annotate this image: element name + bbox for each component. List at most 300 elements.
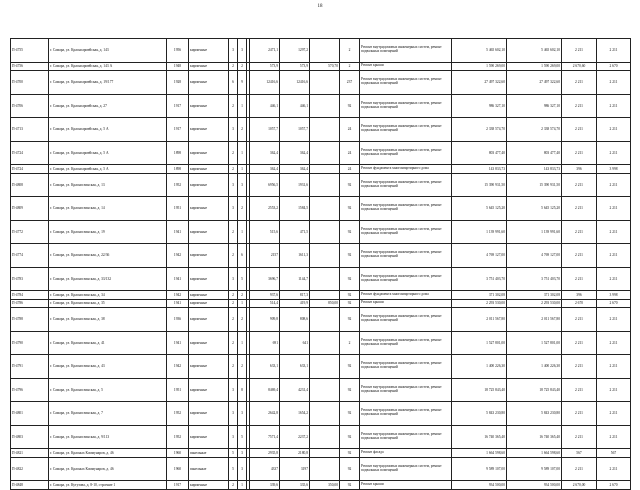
cell-work: Ремонт внутридомовых инженерных систем, ремонт подвальных помещений bbox=[360, 355, 452, 379]
cell-floors: 2 bbox=[229, 308, 238, 332]
cell-unit: 2 211 bbox=[562, 118, 597, 142]
cell-area2 bbox=[310, 457, 340, 481]
cell-total-area: 7571,4 bbox=[250, 425, 280, 449]
cell-address: г. Самара, ул. Красноглинская, д. 34 bbox=[49, 291, 167, 300]
cell-work: Ремонт внутридомовых инженерных систем, ремонт подвальных помещений bbox=[360, 244, 452, 268]
cell-share: 92 bbox=[340, 378, 360, 402]
cell-unit: 2 211 bbox=[562, 39, 597, 63]
cell-cost2: 5 645 125,20 bbox=[507, 197, 562, 221]
cell-year: 1951 bbox=[167, 197, 189, 221]
cell-year: 1942 bbox=[167, 355, 189, 379]
cell-floors: 2 bbox=[229, 220, 238, 244]
cell-entrances: 2 bbox=[238, 62, 247, 71]
cell-year: 1941 bbox=[167, 299, 189, 308]
cell-share: 92 bbox=[340, 299, 360, 308]
cell-entrances: 3 bbox=[238, 39, 247, 63]
cell-total-area: 362,4 bbox=[250, 165, 280, 174]
cell-year: 1917 bbox=[167, 118, 189, 142]
cell-unit: 2 211 bbox=[562, 244, 597, 268]
cell-living-area: 641 bbox=[280, 331, 310, 355]
cell-unit: 2 211 bbox=[562, 173, 597, 197]
cell-limit: 2 211 bbox=[597, 457, 631, 481]
cell-year: 1928 bbox=[167, 71, 189, 95]
cell-total-area: 4337 bbox=[250, 457, 280, 481]
cell-entrances: 1 bbox=[238, 299, 247, 308]
cell-cost: 2 338 574,70 bbox=[452, 118, 507, 142]
cell-living-area: 362,4 bbox=[280, 165, 310, 174]
cell-address: г. Самара, ул. Красных Коммунаров, д. 46 bbox=[49, 457, 167, 481]
cell-living-area: 808,6 bbox=[280, 308, 310, 332]
cell-area2 bbox=[310, 267, 340, 291]
cell-area2 bbox=[310, 39, 340, 63]
cell-cost: 9 589 107,00 bbox=[452, 457, 507, 481]
cell-cost: 5 645 125,20 bbox=[452, 197, 507, 221]
cell-cost: 1 527 801,00 bbox=[452, 331, 507, 355]
cell-total-area: 446,1 bbox=[250, 94, 280, 118]
cell-area2 bbox=[310, 71, 340, 95]
cell-unit: 2 211 bbox=[562, 402, 597, 426]
cell-living-area: 1297,2 bbox=[280, 39, 310, 63]
cell-entrances: 9 bbox=[238, 71, 247, 95]
cell-living-area: 1931,6 bbox=[280, 173, 310, 197]
table-row bbox=[11, 449, 631, 458]
table-row bbox=[11, 141, 631, 165]
cell-id: П-4772 bbox=[11, 220, 49, 244]
cell-address: г. Самара, ул. Красноармейская, д. 143 А bbox=[49, 62, 167, 71]
cell-work: Ремонт крыши bbox=[360, 299, 452, 308]
cell-share: 92 bbox=[340, 267, 360, 291]
cell-material: кирпичные bbox=[189, 378, 229, 402]
cell-limit: 2 211 bbox=[597, 425, 631, 449]
cell-limit: 3 998 bbox=[597, 291, 631, 300]
cell-area2 bbox=[310, 244, 340, 268]
cell-year: 1917 bbox=[167, 481, 189, 490]
cell-id: П-4783 bbox=[11, 267, 49, 291]
cell-address: г. Самара, ул. Красноармейская, д. 5 А bbox=[49, 118, 167, 142]
cell-cost2: 5 465 602,10 bbox=[507, 39, 562, 63]
cell-total-area: 2553,2 bbox=[250, 197, 280, 221]
cell-limit: 2 211 bbox=[597, 118, 631, 142]
page-number: 18 bbox=[317, 4, 323, 9]
cell-limit: 2 211 bbox=[597, 331, 631, 355]
table-row bbox=[11, 267, 631, 291]
cell-total-area: 2935,8 bbox=[250, 449, 280, 458]
cell-floors: 2 bbox=[229, 165, 238, 174]
cell-living-area: 1654,2 bbox=[280, 402, 310, 426]
cell-total-area: 339,6 bbox=[250, 481, 280, 490]
cell-entrances: 1 bbox=[238, 220, 247, 244]
cell-share: 24 bbox=[340, 141, 360, 165]
cell-year: 1898 bbox=[167, 141, 189, 165]
cell-material: кирпичные bbox=[189, 71, 229, 95]
cell-entrances: 1 bbox=[238, 141, 247, 165]
cell-work: Ремонт фундамента многоквартирного дома bbox=[360, 165, 452, 174]
cell-material: кирпичные bbox=[189, 62, 229, 71]
cell-share: 92 bbox=[340, 244, 360, 268]
cell-cost: 143 833,73 bbox=[452, 165, 507, 174]
cell-work: Ремонт внутридомовых инженерных систем, ремонт подвальных помещений bbox=[360, 220, 452, 244]
cell-area2: 570,70 bbox=[310, 62, 340, 71]
cell-entrances: 1 bbox=[238, 165, 247, 174]
cell-cost: 5 465 602,10 bbox=[452, 39, 507, 63]
cell-area2: 850,00 bbox=[310, 299, 340, 308]
cell-work: Ремонт внутридомовых инженерных систем, ремонт подвальных помещений bbox=[360, 267, 452, 291]
cell-year: 1948 bbox=[167, 62, 189, 71]
cell-address: г. Самара, ул. Красноармейская, д. 5 А bbox=[49, 141, 167, 165]
cell-floors: 2 bbox=[229, 62, 238, 71]
cell-living-area: 2180,8 bbox=[280, 449, 310, 458]
cell-unit: 2 211 bbox=[562, 267, 597, 291]
cell-living-area: 419,9 bbox=[280, 299, 310, 308]
table-row bbox=[11, 39, 631, 63]
cell-floors: 3 bbox=[229, 267, 238, 291]
cell-living-area: 1057,7 bbox=[280, 118, 310, 142]
cell-entrances: 3 bbox=[238, 173, 247, 197]
cell-address: г. Самара, ул. Красноармейская, д. 143 bbox=[49, 39, 167, 63]
cell-share: 2 bbox=[340, 331, 360, 355]
table-row bbox=[11, 378, 631, 402]
cell-id: П-4788 bbox=[11, 308, 49, 332]
cell-address: г. Самара, ул. Красных Коммунаров, д. 46 bbox=[49, 449, 167, 458]
table-row bbox=[11, 220, 631, 244]
cell-unit: 2 670,60 bbox=[562, 62, 597, 71]
cell-year: 1960 bbox=[167, 457, 189, 481]
cell-id: П-4774 bbox=[11, 244, 49, 268]
cell-material: кирпичные bbox=[189, 291, 229, 300]
cell-unit: 2 211 bbox=[562, 71, 597, 95]
cell-year: 1960 bbox=[167, 449, 189, 458]
cell-id: П-4848 bbox=[11, 481, 49, 490]
cell-address: г. Самара, ул. Красноглинская, д. 33/132 bbox=[49, 267, 167, 291]
cell-floors: 2 bbox=[229, 355, 238, 379]
cell-cost: 986 327,10 bbox=[452, 94, 507, 118]
cell-cost2: 803 477,40 bbox=[507, 141, 562, 165]
cell-id: П-4796 bbox=[11, 378, 49, 402]
cell-limit: 2 211 bbox=[597, 71, 631, 95]
cell-area2 bbox=[310, 331, 340, 355]
cell-cost2: 371 302,08 bbox=[507, 291, 562, 300]
cell-share: 92 bbox=[340, 308, 360, 332]
cell-cost2: 15 390 931,50 bbox=[507, 173, 562, 197]
cell-unit: 2 211 bbox=[562, 308, 597, 332]
cell-total-area: 514,4 bbox=[250, 299, 280, 308]
cell-cost: 2 011 567,80 bbox=[452, 308, 507, 332]
cell-limit: 2 211 bbox=[597, 355, 631, 379]
cell-work: Ремонт фасада bbox=[360, 449, 452, 458]
cell-material: кирпичные bbox=[189, 220, 229, 244]
cell-id: П-4790 bbox=[11, 331, 49, 355]
cell-year: 1942 bbox=[167, 291, 189, 300]
cell-area2: 350,00 bbox=[310, 481, 340, 490]
cell-entrances: 5 bbox=[238, 267, 247, 291]
cell-year: 1898 bbox=[167, 165, 189, 174]
table-row bbox=[11, 457, 631, 481]
cell-cost2: 5 843 230,80 bbox=[507, 402, 562, 426]
cell-work: Ремонт внутридомовых инженерных систем, ремонт подвальных помещений bbox=[360, 402, 452, 426]
cell-cost2: 16 740 365,40 bbox=[507, 425, 562, 449]
cell-address: г. Самара, ул. Красноглинская, д. 41 bbox=[49, 331, 167, 355]
cell-work: Ремонт внутридомовых инженерных систем, ремонт подвальных помещений bbox=[360, 94, 452, 118]
cell-share: 92 bbox=[340, 449, 360, 458]
cell-cost: 1 400 226,30 bbox=[452, 355, 507, 379]
cell-material: кирпичные bbox=[189, 481, 229, 490]
cell-entrances: 8 bbox=[238, 378, 247, 402]
cell-total-area: 2642,8 bbox=[250, 402, 280, 426]
cell-material: панельные bbox=[189, 457, 229, 481]
cell-work: Ремонт внутридомовых инженерных систем, ремонт подвальных помещений bbox=[360, 378, 452, 402]
table-row bbox=[11, 197, 631, 221]
cell-material: кирпичные bbox=[189, 355, 229, 379]
cell-area2 bbox=[310, 141, 340, 165]
cell-work: Ремонт крыши bbox=[360, 481, 452, 490]
cell-entrances: 3 bbox=[238, 449, 247, 458]
cell-work: Ремонт внутридомовых инженерных систем, ремонт подвальных помещений bbox=[360, 141, 452, 165]
cell-limit: 2 211 bbox=[597, 220, 631, 244]
cell-floors: 3 bbox=[229, 378, 238, 402]
cell-work: Ремонт внутридомовых инженерных систем, ремонт подвальных помещений bbox=[360, 425, 452, 449]
cell-floors: 2 bbox=[229, 94, 238, 118]
cell-unit: 2 211 bbox=[562, 197, 597, 221]
cell-cost: 4 769 127,00 bbox=[452, 244, 507, 268]
cell-share: 92 bbox=[340, 291, 360, 300]
cell-year: 1941 bbox=[167, 267, 189, 291]
cell-floors: 2 bbox=[229, 291, 238, 300]
cell-work: Ремонт фундамента многоквартирного дома bbox=[360, 291, 452, 300]
table-row bbox=[11, 62, 631, 71]
cell-id: П-4809 bbox=[11, 197, 49, 221]
cell-address: г. Самара, ул. Красноглинская, д. 5 bbox=[49, 378, 167, 402]
cell-floors: 3 bbox=[229, 118, 238, 142]
cell-work: Ремонт внутридомовых инженерных систем, ремонт подвальных помещений bbox=[360, 71, 452, 95]
cell-living-area: 362,4 bbox=[280, 141, 310, 165]
cell-address: г. Самара, ул. Красноглинская, д. 14 bbox=[49, 197, 167, 221]
cell-material: панельные bbox=[189, 449, 229, 458]
cell-cost: 3 751 403,70 bbox=[452, 267, 507, 291]
cell-area2 bbox=[310, 449, 340, 458]
cell-work: Ремонт внутридомовых инженерных систем, ремонт подвальных помещений bbox=[360, 197, 452, 221]
cell-living-area: 817,3 bbox=[280, 291, 310, 300]
cell-living-area: 3197 bbox=[280, 457, 310, 481]
cell-id: П-4821 bbox=[11, 449, 49, 458]
cell-work: Ремонт внутридомовых инженерных систем, ремонт подвальных помещений bbox=[360, 173, 452, 197]
cell-work: Ремонт внутридомовых инженерных систем, ремонт подвальных помещений bbox=[360, 457, 452, 481]
cell-unit: 2 211 bbox=[562, 220, 597, 244]
cell-cost2: 9 589 107,00 bbox=[507, 457, 562, 481]
cell-floors: 3 bbox=[229, 425, 238, 449]
table-row bbox=[11, 71, 631, 95]
cell-entrances: 2 bbox=[238, 291, 247, 300]
cell-share: 2 bbox=[340, 39, 360, 63]
cell-limit: 567 bbox=[597, 449, 631, 458]
cell-cost2: 2 011 567,80 bbox=[507, 308, 562, 332]
cell-address: г. Самара, ул. Красноглинская, д. 13 bbox=[49, 173, 167, 197]
table-row bbox=[11, 425, 631, 449]
cell-entrances: 6 bbox=[238, 244, 247, 268]
cell-cost2: 1 400 226,30 bbox=[507, 355, 562, 379]
cell-share: 92 bbox=[340, 402, 360, 426]
cell-address: г. Самара, ул. Красноармейская, д. 19/177 bbox=[49, 71, 167, 95]
cell-floors: 3 bbox=[229, 402, 238, 426]
cell-id: П-4724 bbox=[11, 165, 49, 174]
cell-unit: 2 211 bbox=[562, 378, 597, 402]
cell-year: 1941 bbox=[167, 331, 189, 355]
cell-cost: 1 590 269,00 bbox=[452, 62, 507, 71]
cell-total-area: 691 bbox=[250, 331, 280, 355]
cell-cost: 803 477,40 bbox=[452, 141, 507, 165]
cell-material: кирпичные bbox=[189, 244, 229, 268]
table-row bbox=[11, 299, 631, 308]
cell-total-area: 937,6 bbox=[250, 291, 280, 300]
cell-area2 bbox=[310, 402, 340, 426]
cell-living-area: 12416,6 bbox=[280, 71, 310, 95]
cell-id: П-4706 bbox=[11, 94, 49, 118]
cell-limit: 2 211 bbox=[597, 141, 631, 165]
cell-unit: 2 211 bbox=[562, 457, 597, 481]
cell-area2 bbox=[310, 94, 340, 118]
cell-cost2: 27 497 322,60 bbox=[507, 71, 562, 95]
table-row bbox=[11, 308, 631, 332]
cell-material: кирпичные bbox=[189, 141, 229, 165]
cell-floors: 3 bbox=[229, 173, 238, 197]
cell-cost2: 143 833,73 bbox=[507, 165, 562, 174]
cell-living-area: 573,9 bbox=[280, 62, 310, 71]
cell-limit: 2 211 bbox=[597, 308, 631, 332]
cell-address: г. Самара, ул. Красноглинская, д. 38 bbox=[49, 308, 167, 332]
cell-total-area: 8469,4 bbox=[250, 378, 280, 402]
cell-cost2: 1 139 991,60 bbox=[507, 220, 562, 244]
cell-entrances: 2 bbox=[238, 355, 247, 379]
cell-year: 1952 bbox=[167, 425, 189, 449]
cell-id: П-4786 bbox=[11, 299, 49, 308]
cell-area2 bbox=[310, 165, 340, 174]
cell-entrances: 2 bbox=[238, 308, 247, 332]
cell-cost2: 4 769 127,00 bbox=[507, 244, 562, 268]
cell-cost: 18 725 843,40 bbox=[452, 378, 507, 402]
cell-floors: 6 bbox=[229, 71, 238, 95]
cell-cost2: 2 293 530,00 bbox=[507, 299, 562, 308]
cell-floors: 5 bbox=[229, 449, 238, 458]
cell-id: П-4700 bbox=[11, 71, 49, 95]
cell-year: 1952 bbox=[167, 173, 189, 197]
cell-entrances: 1 bbox=[238, 331, 247, 355]
cell-share: 92 bbox=[340, 94, 360, 118]
cell-unit: 567 bbox=[562, 449, 597, 458]
cell-material: кирпичные bbox=[189, 267, 229, 291]
cell-material: кирпичные bbox=[189, 425, 229, 449]
cell-share: 92 bbox=[340, 355, 360, 379]
cell-id: П-4755 bbox=[11, 39, 49, 63]
cell-limit: 2 211 bbox=[597, 173, 631, 197]
cell-address: г. Самара, ул. Красноглинская, д. 19 bbox=[49, 220, 167, 244]
cell-share: 92 bbox=[340, 481, 360, 490]
cell-area2 bbox=[310, 197, 340, 221]
cell-limit: 2 211 bbox=[597, 267, 631, 291]
cell-limit: 2 211 bbox=[597, 197, 631, 221]
cell-share: 92 bbox=[340, 220, 360, 244]
table-row bbox=[11, 244, 631, 268]
cell-floors: 5 bbox=[229, 457, 238, 481]
cell-unit: 2 211 bbox=[562, 425, 597, 449]
cell-id: П-4756 bbox=[11, 62, 49, 71]
cell-id: П-4724 bbox=[11, 141, 49, 165]
cell-floors: 3 bbox=[229, 197, 238, 221]
cell-total-area: 573,9 bbox=[250, 62, 280, 71]
cell-material: кирпичные bbox=[189, 94, 229, 118]
cell-address: г. Самара, ул. Красноглинская, д. 22/36 bbox=[49, 244, 167, 268]
cell-area2 bbox=[310, 118, 340, 142]
cell-entrances: 3 bbox=[238, 402, 247, 426]
table-row bbox=[11, 402, 631, 426]
cell-cost2: 18 725 843,40 bbox=[507, 378, 562, 402]
cell-share: 24 bbox=[340, 165, 360, 174]
cell-total-area: 2471,1 bbox=[250, 39, 280, 63]
cell-area2 bbox=[310, 308, 340, 332]
cell-id: П-4822 bbox=[11, 457, 49, 481]
cell-entrances: 5 bbox=[238, 425, 247, 449]
cell-cost2: 2 338 574,70 bbox=[507, 118, 562, 142]
cell-living-area: 1144,7 bbox=[280, 267, 310, 291]
cell-address: г. Самара, ул. Красноармейская, д. 5 А bbox=[49, 165, 167, 174]
cell-living-area: 633,1 bbox=[280, 355, 310, 379]
cell-entrances: 3 bbox=[238, 457, 247, 481]
cell-floors: 2 bbox=[229, 331, 238, 355]
cell-living-area: 4231,4 bbox=[280, 378, 310, 402]
cell-cost2: 934 500,00 bbox=[507, 481, 562, 490]
cell-floors: 3 bbox=[229, 39, 238, 63]
cell-cost: 1 139 991,60 bbox=[452, 220, 507, 244]
cell-limit: 3 998 bbox=[597, 165, 631, 174]
cell-living-area: 471,5 bbox=[280, 220, 310, 244]
cell-material: кирпичные bbox=[189, 197, 229, 221]
cell-floors: 2 bbox=[229, 141, 238, 165]
cell-address: г. Самара, ул. Красноглинская, д. 43 bbox=[49, 355, 167, 379]
cell-limit: 2 211 bbox=[597, 94, 631, 118]
cell-limit: 2 211 bbox=[597, 402, 631, 426]
cell-entrances: 2 bbox=[238, 118, 247, 142]
cell-limit: 2 211 bbox=[597, 39, 631, 63]
cell-share: 92 bbox=[340, 173, 360, 197]
table-row bbox=[11, 355, 631, 379]
cell-area2 bbox=[310, 291, 340, 300]
table-row bbox=[11, 331, 631, 355]
cell-year: 1942 bbox=[167, 244, 189, 268]
cell-limit: 2 211 bbox=[597, 378, 631, 402]
cell-total-area: 6956,5 bbox=[250, 173, 280, 197]
cell-material: кирпичные bbox=[189, 165, 229, 174]
cell-living-area: 1584,5 bbox=[280, 197, 310, 221]
cell-cost: 5 843 230,80 bbox=[452, 402, 507, 426]
cell-area2 bbox=[310, 425, 340, 449]
cell-unit: 2 670 bbox=[562, 299, 597, 308]
cell-year: 1952 bbox=[167, 402, 189, 426]
cell-share: 92 bbox=[340, 457, 360, 481]
cell-id: П-4784 bbox=[11, 291, 49, 300]
cell-total-area: 633,1 bbox=[250, 355, 280, 379]
cell-cost: 16 740 365,40 bbox=[452, 425, 507, 449]
cell-unit: 396 bbox=[562, 291, 597, 300]
cell-limit: 2 670 bbox=[597, 62, 631, 71]
cell-entrances: 1 bbox=[238, 481, 247, 490]
cell-id: П-4791 bbox=[11, 355, 49, 379]
cell-material: кирпичные bbox=[189, 402, 229, 426]
cell-material: кирпичные bbox=[189, 118, 229, 142]
cell-area2 bbox=[310, 355, 340, 379]
cell-cost: 27 497 322,60 bbox=[452, 71, 507, 95]
cell-work: Ремонт крыши bbox=[360, 62, 452, 71]
cell-entrances: 1 bbox=[238, 94, 247, 118]
table-row bbox=[11, 291, 631, 300]
cell-address: г. Самара, ул. Красноармейская, д. 27 bbox=[49, 94, 167, 118]
